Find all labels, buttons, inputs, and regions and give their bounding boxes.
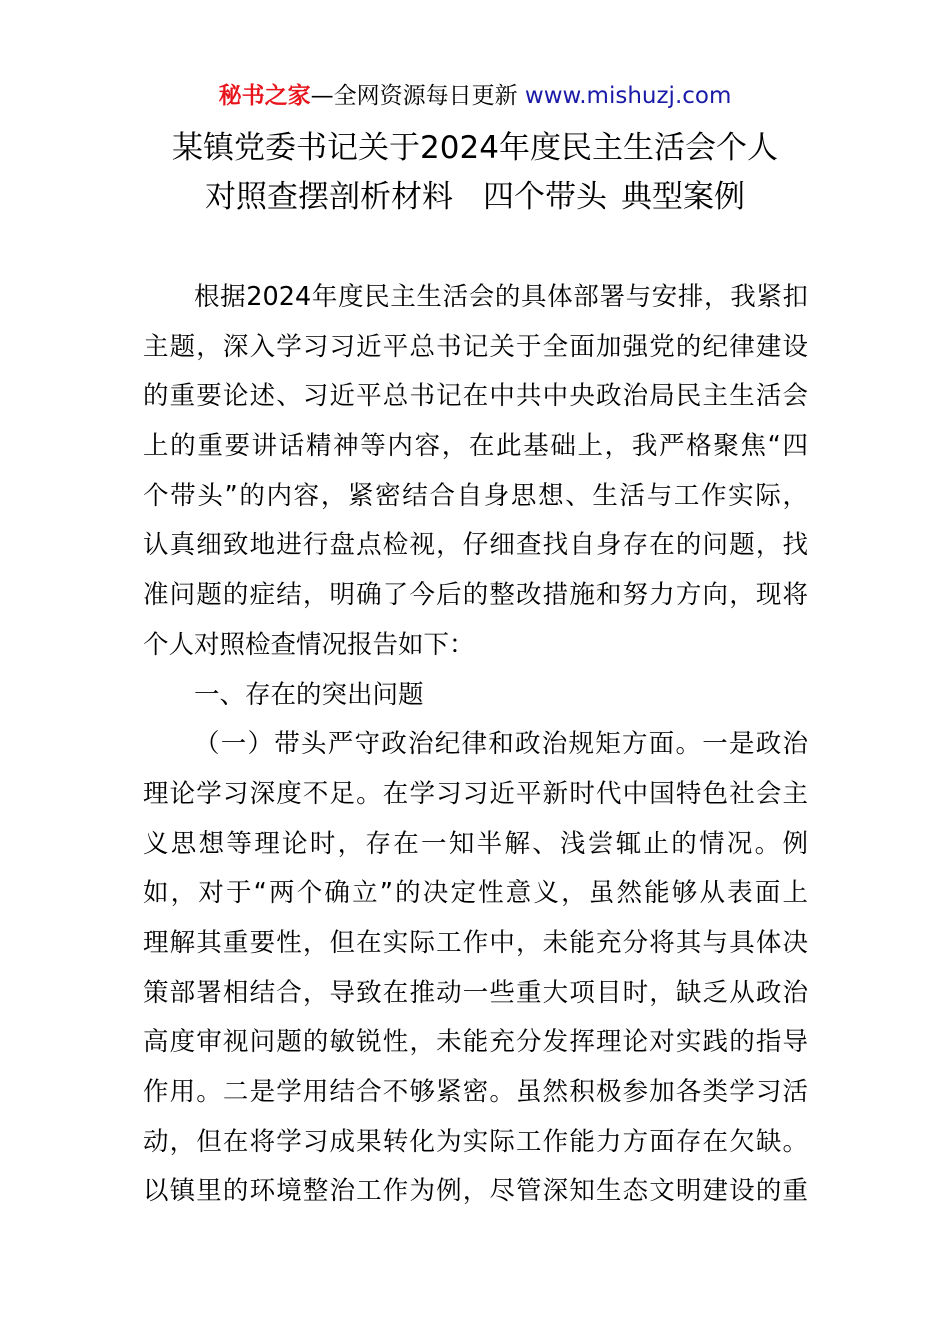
body-line: 动，但在将学习成果转化为实际工作能力方面存在欠缺。	[143, 1126, 808, 1157]
body-line: 主题，深入学习习近平总书记关于全面加强党的纪律建设	[143, 331, 808, 362]
site-header	[0, 80, 950, 112]
body-line: 个带头”的内容，紧密结合自身思想、生活与工作实际，	[143, 480, 808, 511]
body-line: （一）带头严守政治纪律和政治规矩方面。一是政治	[194, 729, 808, 760]
body-line: 上的重要讲话精神等内容，在此基础上，我严格聚焦“四	[143, 431, 808, 462]
body-line: 理论学习深度不足。在学习习近平新时代中国特色社会主	[143, 778, 808, 809]
body-line: 准问题的症结，明确了今后的整改措施和努力方向，现将	[143, 580, 808, 611]
body-line: 作用。二是学用结合不够紧密。虽然积极参加各类学习活	[143, 1077, 808, 1107]
body-line: 高度审视问题的敏锐性，未能充分发挥理论对实践的指导	[143, 1027, 808, 1058]
section-heading: 一、存在的突出问题	[194, 679, 424, 710]
title-part-c: 典型案例	[621, 179, 745, 215]
site-url-link[interactable]: www.mishuzj.com	[524, 83, 732, 109]
brand-name: 秘书之家	[218, 83, 311, 109]
document-title-line-2	[0, 175, 950, 219]
body-line: 认真细致地进行盘点检视，仔细查找自身存在的问题，找	[143, 530, 808, 561]
body-line: 如，对于“两个确立”的决定性意义，虽然能够从表面上	[143, 878, 808, 909]
document-body	[143, 273, 808, 1217]
title-part-a: 对照查摆剖析材料	[205, 179, 453, 215]
body-line: 义思想等理论时，存在一知半解、浅尝辄止的情况。例	[143, 828, 808, 859]
site-tagline: —全网资源每日更新	[310, 83, 525, 109]
body-line: 的重要论述、习近平总书记在中共中央政治局民主生活会	[143, 381, 808, 412]
body-line: 策部署相结合，导致在推动一些重大项目时，缺乏从政治	[143, 977, 808, 1008]
body-line: 以镇里的环境整治工作为例，尽管深知生态文明建设的重	[143, 1176, 808, 1207]
document-title-line-1: 某镇党委书记关于2024年度民主生活会个人	[172, 130, 778, 166]
body-line: 个人对照检查情况报告如下：	[143, 629, 475, 660]
body-line: 根据2024年度民主生活会的具体部署与安排，我紧扣	[194, 282, 808, 312]
body-line: 理解其重要性，但在实际工作中，未能充分将其与具体决	[143, 927, 808, 958]
title-part-b: 四个带头	[483, 179, 607, 215]
